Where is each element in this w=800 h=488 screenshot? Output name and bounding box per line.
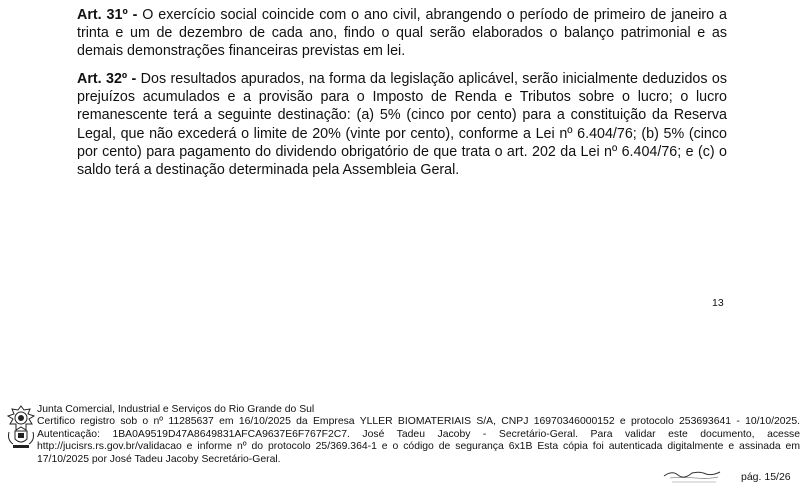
registration-footer — [37, 404, 800, 466]
article-text: Dos resultados apurados, na forma da legislação aplicável, serão inicialmente deduzidos os prejuízos acumulados e a provisão para o Imposto de Renda e Tributos sobre o lucro; o lucro remanescente terá a seguinte destinação: (a) 5% (cinco por cento) para a constituição da Reserva Legal, que não excederá o limite de 20% (vinte por cento), conforme a Lei nº 6.404/76; (b) 5% (cinco por cento) para pagamento do dividendo obrigatório de que trata o art. 202 da Lei nº 6.404/76; e (c) o saldo terá a destinação determinada pela Assembleia Geral. — [77, 71, 728, 179]
page-indicator: pág. 15/26 — [741, 471, 791, 483]
article-32 — [77, 70, 727, 179]
article-31 — [77, 6, 727, 61]
certificate-text: Certifico registro sob o nº 11285637 em 16/10/2025 da Empresa YLLER BIOMATERIAIS S/A, CNPJ 16970346000152 e protocolo 253693641 - 10/10/2025. Autenticação: 1BA0A9519D47A8649831AFCA9637E6F767F2C7. José Tadeu Jacoby - Secretário-Geral. Para validar este documento, acesse http://jucisrs.rs.gov.br/validacao e informe nº do protocolo 25/369.364-1 e o código de segurança 6x1B Esta cópia foi autenticada digitalmente e assinada em 17/10/2025 por José Tadeu Jacoby Secretário-Geral. — [37, 416, 800, 465]
state-coat-of-arms-icon — [4, 402, 38, 450]
document-page-number: 13 — [712, 297, 724, 309]
organization-name: Junta Comercial, Industrial e Serviços do Rio Grande do Sul — [37, 404, 315, 415]
article-label: Art. 32º - — [77, 71, 137, 87]
signature-icon — [662, 466, 724, 486]
article-label: Art. 31º - — [77, 7, 138, 23]
article-text: O exercício social coincide com o ano civil, abrangendo o período de primeiro de janeiro a trinta e um de dezembro de cada ano, findo o qual serão elaborados o balanço patrimonial e as demais demonstrações financeiras previstas em lei. — [77, 7, 728, 60]
